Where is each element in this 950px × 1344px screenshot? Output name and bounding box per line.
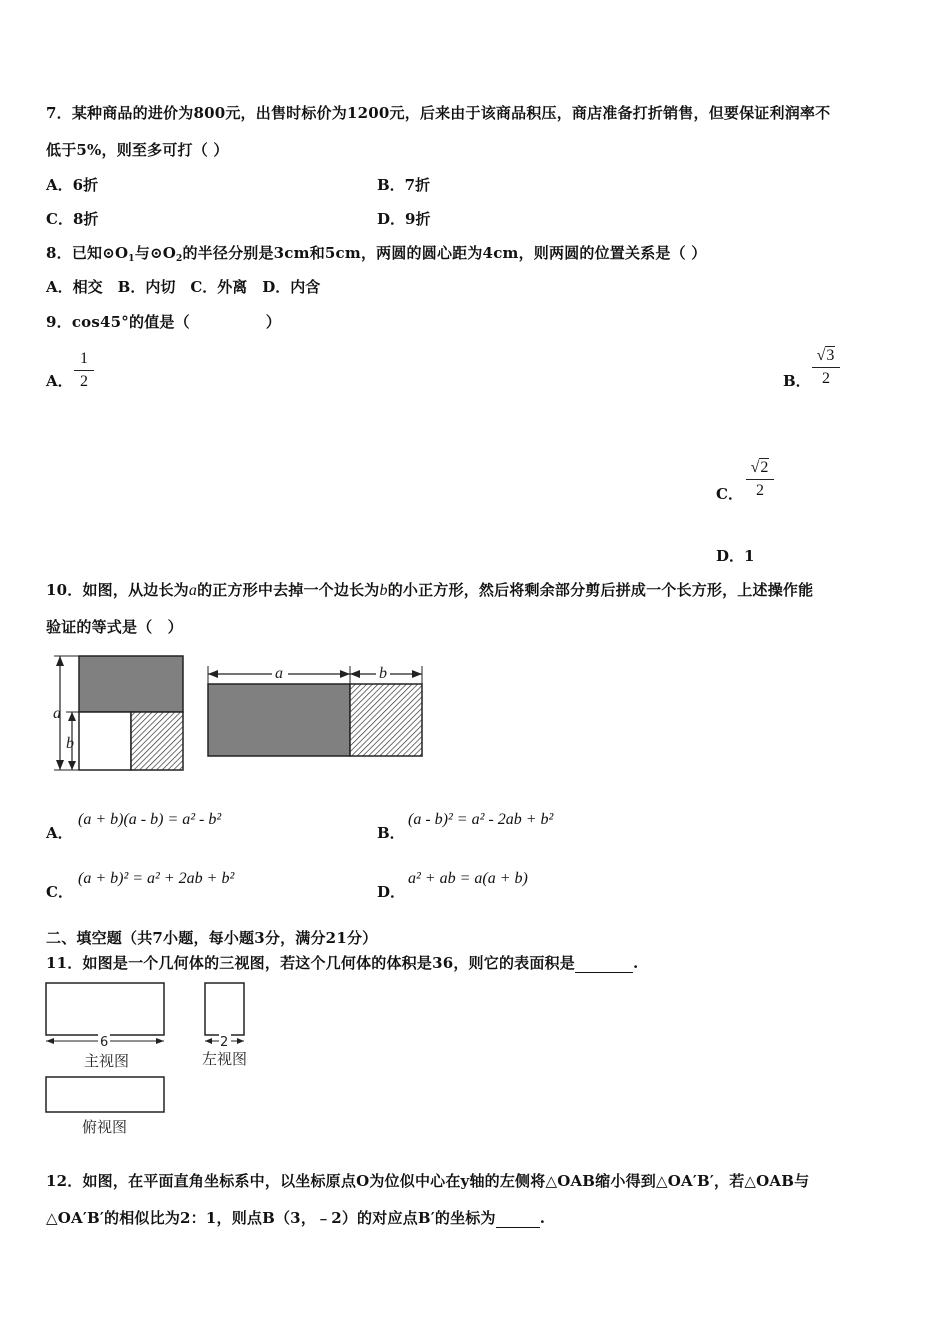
q9-option-c-label: C．: [716, 485, 743, 503]
arrow-right-icon: [156, 1038, 164, 1044]
q9-c-denominator: 2: [756, 482, 764, 499]
arrow-left-icon: [208, 670, 218, 678]
q7-option-d: D．9折: [377, 210, 431, 228]
arrow-right-icon: [340, 670, 350, 678]
q10-option-d-expression: a² + ab = a(a + b): [408, 870, 528, 887]
arrow-left-icon: [46, 1038, 54, 1044]
arrow-left-icon: [350, 670, 360, 678]
q7-stem-line2: 低于5%，则至多可打（ ）: [46, 141, 229, 159]
q10-label-a-left: a: [53, 705, 61, 722]
q11-front-dimension: 6: [100, 1035, 109, 1050]
q9-stem: 9．cos45°的值是（ ）: [46, 313, 281, 331]
q10-white-region: [79, 712, 131, 770]
q10-gray-top-region: [79, 656, 183, 712]
q8-stem-mid: 与⊙O: [134, 244, 176, 262]
q10-option-a-label: A．: [46, 824, 73, 842]
q8-stem: [46, 242, 706, 263]
q10-option-b-label: B．: [377, 824, 405, 842]
q10-option-c-expression: (a + b)² = a² + 2ab + b²: [78, 870, 235, 887]
q8-stem-post: 的半径分别是3cm和5cm，两圆的圆心距为4cm，则两圆的位置关系是（ ）: [182, 244, 707, 262]
q10-var-b: b: [379, 582, 388, 599]
q10-left-square-figure: [53, 656, 183, 770]
q10-option-d-label: D．: [377, 883, 406, 901]
q10-option-a-expression: (a + b)(a - b) = a² - b²: [78, 811, 222, 828]
q12-stem-line2: [46, 1207, 545, 1228]
q11-front-view-rect: [46, 983, 164, 1035]
q7-option-b: B．7折: [377, 176, 431, 194]
q11-side-view-label: 左视图: [202, 1050, 248, 1068]
sqrt-icon: √2: [750, 459, 769, 476]
q12-answer-blank[interactable]: [496, 1209, 540, 1228]
q11-front-view-label: 主视图: [84, 1052, 130, 1070]
q8-subscript-1: 1: [128, 254, 135, 264]
q10-var-a: a: [188, 582, 198, 599]
q11-top-view-label: 俯视图: [82, 1118, 128, 1136]
q10-text-part2: 的正方形中去掉一个边长为: [197, 581, 380, 599]
section-2-title: 二、填空题（共7小题，每小题3分，满分21分）: [46, 929, 378, 947]
q10-text-part3: 的小正方形，然后将剩余部分剪后拼成一个长方形，上述操作能: [387, 581, 814, 599]
q9-c-radicand: 2: [760, 459, 769, 476]
q10-text-part1: 10．如图，从边长为: [46, 581, 189, 599]
q12-stem-end: .: [539, 1209, 546, 1227]
q9-option-d: D．1: [716, 547, 755, 565]
q7-option-c: C．8折: [46, 210, 99, 228]
q10-label-b-left: b: [66, 735, 74, 752]
q7-option-a: A．6折: [46, 176, 99, 194]
q7-stem-line1: 7．某种商品的进价为800元，出售时标价为1200元，后来由于该商品积压，商店准备打折销售，但要保证利润率不: [46, 104, 831, 122]
q9-option-a-fraction: [74, 350, 94, 391]
q9-option-c-fraction: [746, 459, 774, 500]
q10-option-b-expression: (a - b)² = a² - 2ab + b²: [408, 811, 554, 828]
arrow-right-icon: [412, 670, 422, 678]
q10-gray-rectangle: [208, 684, 350, 756]
q9-option-a-label: A．: [46, 372, 73, 390]
q11-top-view-rect: [46, 1077, 164, 1112]
arrow-up-icon: [56, 656, 64, 666]
q8-options: A．相交 B．内切 C．外离 D．内含: [46, 278, 321, 296]
q11-answer-blank[interactable]: [575, 954, 633, 973]
q10-stem-line1: [46, 579, 813, 600]
arrow-left-icon: [205, 1038, 212, 1044]
q9-b-numerator: [812, 347, 840, 367]
q10-label-b-top: b: [379, 665, 387, 682]
q10-figure: [46, 648, 431, 776]
q8-subscript-2: 2: [176, 254, 183, 264]
q12-stem-text: △OA′B′的相似比为2：1，则点B（3，﹣2）的对应点B′的坐标为: [46, 1209, 496, 1227]
q9-a-numerator: 1: [80, 350, 88, 367]
q9-b-denominator: 2: [822, 370, 830, 387]
q11-three-view-figure: [40, 978, 280, 1140]
q9-option-b-fraction: [812, 347, 840, 388]
q8-stem-pre: 8．已知⊙O: [46, 244, 129, 262]
arrow-down-icon: [68, 761, 76, 770]
q11-side-dimension: 2: [220, 1035, 229, 1050]
q9-c-numerator: [746, 459, 774, 479]
arrow-up-icon: [68, 712, 76, 721]
q10-stem-line2: 验证的等式是（ ）: [46, 618, 183, 636]
q11-stem-end: .: [632, 954, 639, 972]
q10-hatched-square: [131, 712, 183, 770]
q10-label-a-top: a: [275, 665, 283, 682]
sqrt-icon: √3: [816, 347, 835, 364]
q11-stem-text: 11．如图是一个几何体的三视图，若这个几何体的体积是36，则它的表面积是: [46, 954, 575, 972]
q10-right-rectangle-figure: [208, 664, 422, 756]
q11-side-view-rect: [205, 983, 244, 1035]
q9-a-denominator: 2: [80, 373, 88, 390]
q9-b-radicand: 3: [826, 347, 835, 364]
q9-option-b-label: B．: [783, 372, 811, 390]
q11-stem: [46, 952, 638, 973]
arrow-right-icon: [237, 1038, 244, 1044]
q12-stem-line1: 12．如图，在平面直角坐标系中，以坐标原点O为位似中心在y轴的左侧将△OAB缩小得到△OA′B′，若△OAB与: [46, 1172, 810, 1190]
q10-hatched-rectangle: [350, 684, 422, 756]
q10-option-c-label: C．: [46, 883, 73, 901]
arrow-down-icon: [56, 760, 64, 770]
